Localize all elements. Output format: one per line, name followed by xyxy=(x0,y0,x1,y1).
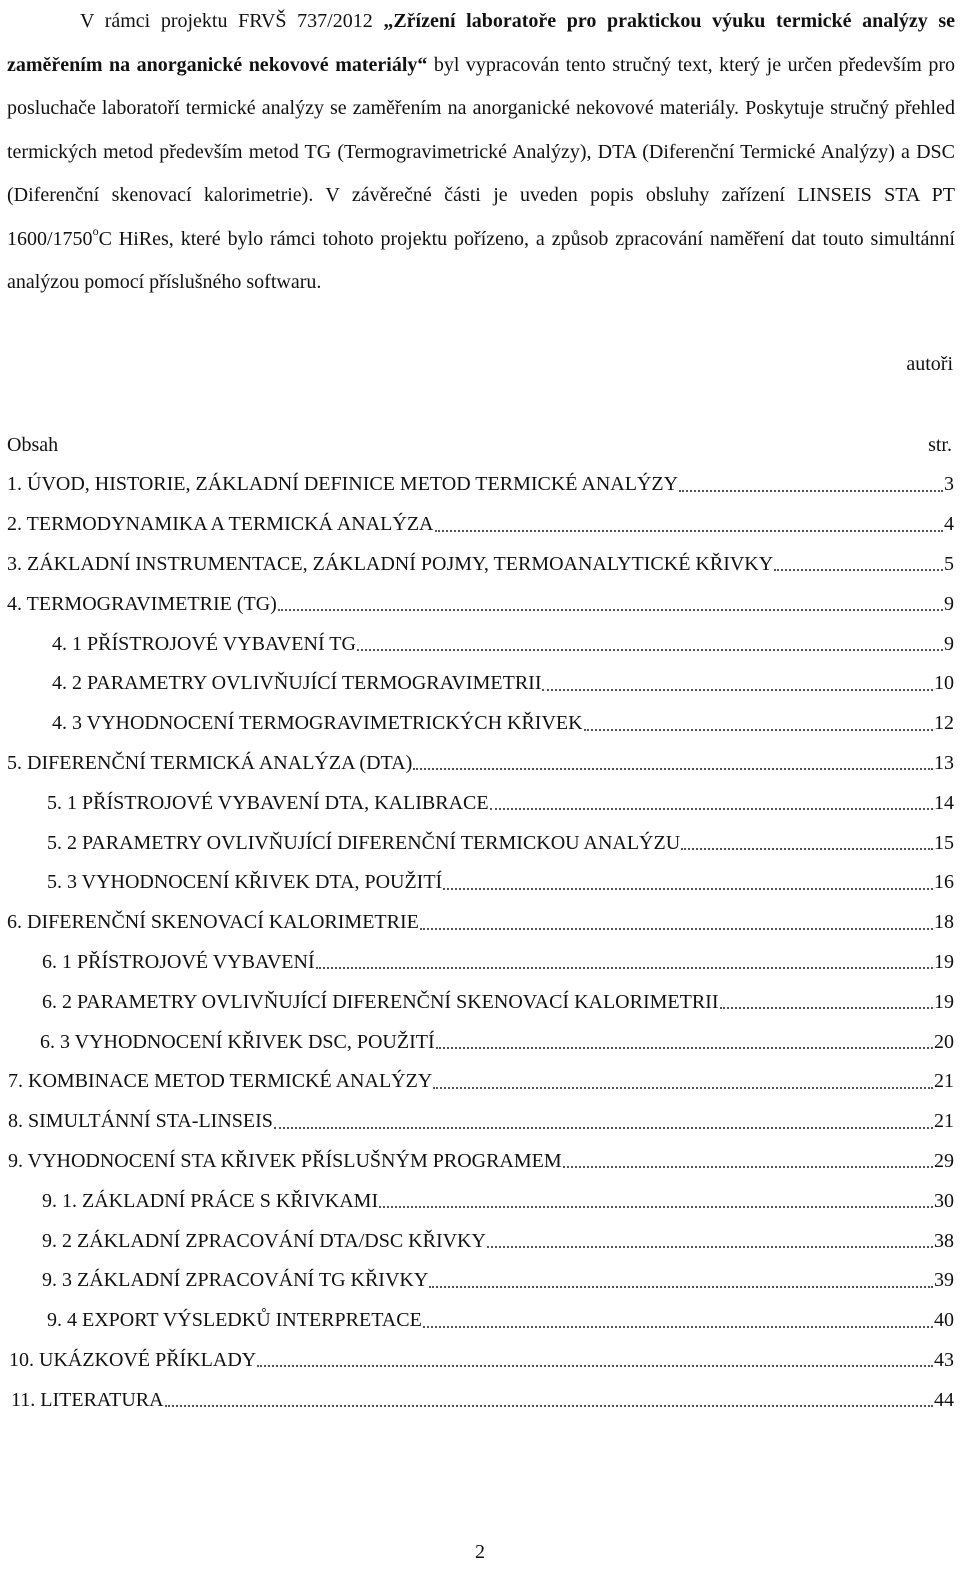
toc-entry-title: 4. 2 PARAMETRY OVLIVŇUJÍCÍ TERMOGRAVIMETRII xyxy=(52,672,542,695)
toc-entry[interactable] xyxy=(0,505,960,545)
toc-dot-leader xyxy=(429,1286,933,1288)
toc-entry-page: 16 xyxy=(934,871,954,894)
toc-entry-title: 2. TERMODYNAMIKA A TERMICKÁ ANALÝZA xyxy=(7,513,434,536)
toc-entry[interactable] xyxy=(0,465,960,505)
toc-dot-leader xyxy=(379,1206,933,1208)
authors-signature: autoři xyxy=(906,353,953,375)
toc-entry-page: 15 xyxy=(934,831,954,854)
toc-entry-title: 9. 3 ZÁKLADNÍ ZPRACOVÁNÍ TG KŘIVKY xyxy=(42,1269,429,1292)
toc-entry-title: 6. 3 VYHODNOCENÍ KŘIVEK DSC, POUŽITÍ xyxy=(40,1030,435,1053)
toc-entry[interactable] xyxy=(0,545,960,585)
toc-entry-page: 39 xyxy=(934,1269,954,1292)
toc-entry[interactable] xyxy=(0,704,960,744)
toc-entry-page: 4 xyxy=(944,513,954,536)
toc-entry-page: 38 xyxy=(934,1229,954,1252)
toc-dot-leader xyxy=(357,649,943,651)
toc-entry-page: 14 xyxy=(934,791,954,814)
toc-entry-page: 19 xyxy=(934,950,954,973)
toc-dot-leader xyxy=(679,490,943,492)
toc-entry-title: 9. 4 EXPORT VÝSLEDKŮ INTERPRETACE xyxy=(47,1309,422,1332)
toc-entry-title: 10. UKÁZKOVÉ PŘÍKLADY xyxy=(9,1348,257,1371)
toc-entry-title: 3. ZÁKLADNÍ INSTRUMENTACE, ZÁKLADNÍ POJMY, TERMOANALYTICKÉ KŘIVKY xyxy=(7,552,774,575)
toc-dot-leader xyxy=(413,768,933,770)
toc-entry-page: 10 xyxy=(934,672,954,695)
toc-dot-leader xyxy=(720,1007,934,1009)
toc-entry-page: 9 xyxy=(944,632,954,655)
toc-entry-page: 9 xyxy=(944,592,954,615)
toc-entry-title: 4. 3 VYHODNOCENÍ TERMOGRAVIMETRICKÝCH KŘIVEK xyxy=(52,712,583,735)
toc-entry-page: 19 xyxy=(934,990,954,1013)
toc-dot-leader xyxy=(584,729,933,731)
toc-entry[interactable] xyxy=(0,1142,960,1182)
toc-entry[interactable] xyxy=(0,664,960,704)
toc-entry[interactable] xyxy=(0,1380,960,1420)
toc-entry[interactable] xyxy=(0,903,960,943)
toc-entry-title: 7. KOMBINACE METOD TERMICKÉ ANALÝZY xyxy=(8,1070,433,1093)
toc-entry[interactable] xyxy=(0,1261,960,1301)
toc-entry[interactable] xyxy=(0,1062,960,1102)
toc-entry[interactable] xyxy=(0,863,960,903)
toc-entry-title: 5. 2 PARAMETRY OVLIVŇUJÍCÍ DIFERENČNÍ TERMICKOU ANALÝZU xyxy=(47,831,681,854)
page-number: 2 xyxy=(475,1541,485,1563)
toc-entry-title: 5. 3 VYHODNOCENÍ KŘIVEK DTA, POUŽITÍ xyxy=(47,871,443,894)
toc-dot-leader xyxy=(542,689,933,691)
toc-entry-title: 9. 2 ZÁKLADNÍ ZPRACOVÁNÍ DTA/DSC KŘIVKY xyxy=(42,1229,486,1252)
toc-entry-title: 9. 1. ZÁKLADNÍ PRÁCE S KŘIVKAMI xyxy=(42,1189,379,1212)
toc-entry-title: 4. 1 PŘÍSTROJOVÉ VYBAVENÍ TG xyxy=(52,632,356,655)
toc-entry-title: 6. 1 PŘÍSTROJOVÉ VYBAVENÍ xyxy=(42,950,315,973)
toc-entry-title: 1. ÚVOD, HISTORIE, ZÁKLADNÍ DEFINICE METOD TERMICKÉ ANALÝZY xyxy=(7,473,679,496)
toc-dot-leader xyxy=(563,1166,933,1168)
toc-entry-page: 5 xyxy=(944,552,954,575)
toc-dot-leader xyxy=(443,888,933,890)
toc-entry-title: 9. VYHODNOCENÍ STA KŘIVEK PŘÍSLUŠNÝM PROGRAMEM xyxy=(8,1149,562,1172)
toc-dot-leader xyxy=(257,1365,933,1367)
toc-entry[interactable] xyxy=(0,624,960,664)
toc-entry[interactable] xyxy=(0,823,960,863)
toc-entry[interactable] xyxy=(0,783,960,823)
toc-entry[interactable] xyxy=(0,1022,960,1062)
toc-header xyxy=(7,427,952,463)
toc-dot-leader xyxy=(487,1246,933,1248)
toc-entry[interactable] xyxy=(0,943,960,983)
toc-entry[interactable] xyxy=(0,744,960,784)
toc-page-heading: str. xyxy=(928,434,952,456)
toc-dot-leader xyxy=(433,1087,933,1089)
toc-entry[interactable] xyxy=(0,1102,960,1142)
intro-text-3: C HiRes, které bylo rámci tohoto projektu pořízeno, a způsob zpracování naměření dat touto simultánní analýzou pomocí příslušného softwaru. xyxy=(7,227,955,293)
intro-text-1: V rámci projektu FRVŠ 737/2012 xyxy=(80,10,384,32)
toc-dot-leader xyxy=(420,928,933,930)
toc-dot-leader xyxy=(165,1405,933,1407)
toc-dot-leader xyxy=(490,808,933,810)
toc-entry-page: 44 xyxy=(934,1388,954,1411)
toc-entry-page: 13 xyxy=(934,751,954,774)
toc-entry[interactable] xyxy=(0,1341,960,1381)
toc-dot-leader xyxy=(316,967,933,969)
project-title: „Zřízení laboratoře pro praktickou výuku termické analýzy se zaměřením na anorganické nekovové materiály“ xyxy=(7,10,956,76)
toc-dot-leader xyxy=(435,530,943,532)
toc-entry-page: 30 xyxy=(934,1189,954,1212)
toc-dot-leader xyxy=(278,609,943,611)
toc-dot-leader xyxy=(436,1047,933,1049)
toc-entry-title: 6. 2 PARAMETRY OVLIVŇUJÍCÍ DIFERENČNÍ SKENOVACÍ KALORIMETRII xyxy=(42,990,719,1013)
toc-entry-page: 3 xyxy=(944,473,954,496)
toc-entry-page: 21 xyxy=(934,1070,954,1093)
toc-dot-leader xyxy=(774,569,943,571)
intro-paragraph xyxy=(7,0,955,305)
toc-entry[interactable] xyxy=(0,1301,960,1341)
toc-entry-page: 29 xyxy=(934,1149,954,1172)
toc-dot-leader xyxy=(423,1326,933,1328)
toc-entry-title: 6. DIFERENČNÍ SKENOVACÍ KALORIMETRIE xyxy=(7,911,419,934)
toc-entry[interactable] xyxy=(0,1221,960,1261)
toc-dot-leader xyxy=(681,848,933,850)
toc-entry-title: 11. LITERATURA xyxy=(11,1388,164,1411)
toc-entry-page: 21 xyxy=(934,1110,954,1133)
table-of-contents xyxy=(0,465,960,1420)
toc-entry-page: 40 xyxy=(934,1309,954,1332)
toc-entry-page: 18 xyxy=(934,911,954,934)
toc-entry-page: 12 xyxy=(934,712,954,735)
toc-dot-leader xyxy=(274,1127,933,1129)
toc-entry-title: 5. 1 PŘÍSTROJOVÉ VYBAVENÍ DTA, KALIBRACE xyxy=(47,791,489,814)
toc-entry-title: 4. TERMOGRAVIMETRIE (TG) xyxy=(7,592,277,615)
toc-entry-page: 43 xyxy=(934,1348,954,1371)
toc-entry[interactable] xyxy=(0,982,960,1022)
toc-entry[interactable] xyxy=(0,1181,960,1221)
toc-entry-title: 5. DIFERENČNÍ TERMICKÁ ANALÝZA (DTA) xyxy=(7,751,413,774)
intro-text-2: byl vypracován tento stručný text, který je určen především pro posluchače laboratoří termické analýzy se zaměřením na anorganické nekovové materiály. Poskytuje stručný přehled termických metod především metod TG (Termogravimetrické Analýzy), DTA (Diferenční Termické Analýzy) a DSC (Diferenční skenovací kalorimetrie). V závěrečné části je uveden popis obsluhy zařízení LINSEIS STA PT 1600/1750 xyxy=(7,53,955,250)
toc-entry-title: 8. SIMULTÁNNÍ STA-LINSEIS xyxy=(8,1110,273,1133)
degree-superscript: o xyxy=(92,223,99,238)
toc-entry[interactable] xyxy=(0,584,960,624)
toc-heading: Obsah xyxy=(7,434,59,456)
toc-entry-page: 20 xyxy=(934,1030,954,1053)
